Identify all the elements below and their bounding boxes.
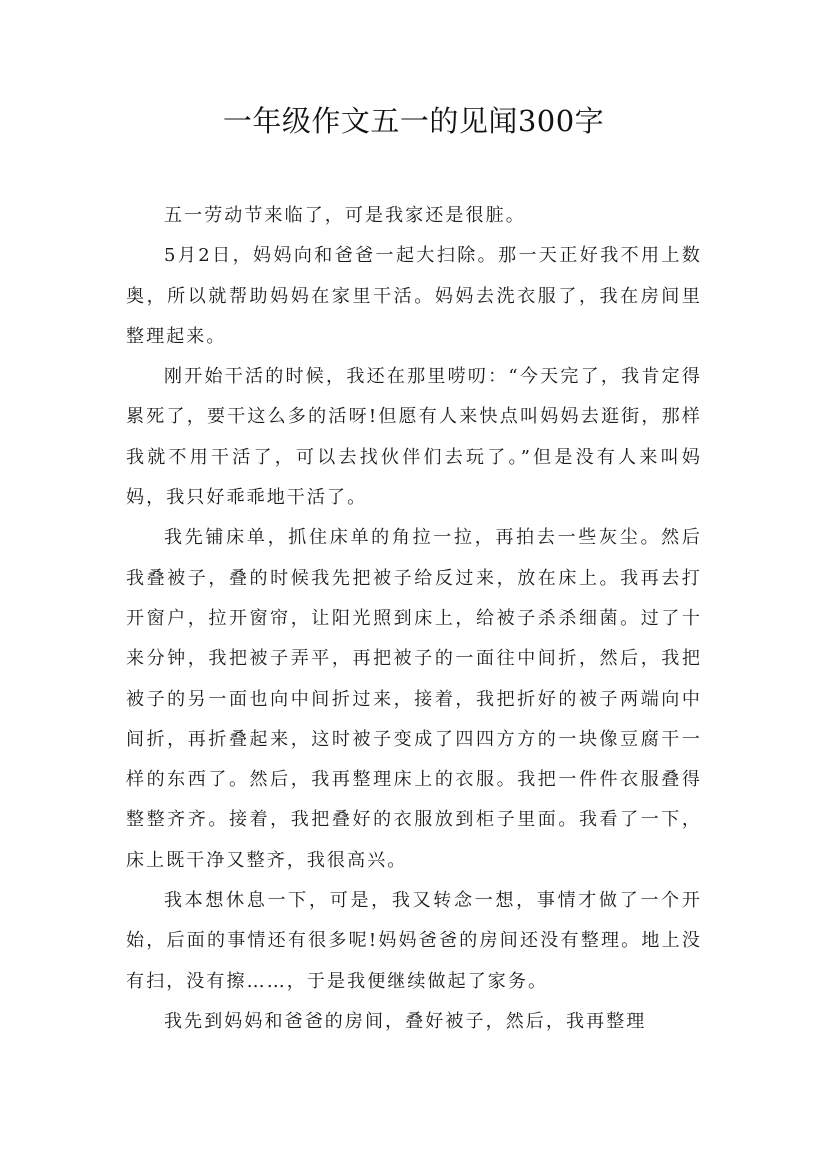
paragraph: 五一劳动节来临了，可是我家还是很脏。 [164, 205, 526, 226]
paragraph: 刚开始干活的时候，我还在那里唠叨：“今天完了，我肯定得累死了，要干这么多的活呀!但愿有人来快点叫妈妈去逛街，那样我就不用干活了，可以去找伙伴们去玩了。”但是没有人来叫妈妈，我只好乖乖地干活了。 [126, 366, 702, 509]
document-body [126, 196, 702, 1042]
paragraph: 我先铺床单，抓住床单的角拉一拉，再拍去一些灰尘。然后我叠被子，叠的时候我先把被子给反过来，放在床上。我再去打开窗户，拉开窗帘，让阳光照到床上，给被子杀杀细菌。过了十来分钟，我把被子弄平，再把被子的一面往中间折，然后，我把被子的另一面也向中间折过来，接着，我把折好的被子两端向中间折，再折叠起来，这时被子变成了四四方方的一块像豆腐干一样的东西了。然后，我再整理床上的衣服。我把一件件衣服叠得整整齐齐。接着，我把叠好的衣服放到柜子里面。我看了一下，床上既干净又整齐，我很高兴。 [126, 527, 702, 871]
paragraph: 5月2日，妈妈向和爸爸一起大扫除。那一天正好我不用上数奥，所以就帮助妈妈在家里干活。妈妈去洗衣服了，我在房间里整理起来。 [126, 245, 702, 347]
paragraph: 我本想休息一下，可是，我又转念一想，事情才做了一个开始，后面的事情还有很多呢!妈妈爸爸的房间还没有整理。地上没有扫，没有擦……，于是我便继续做起了家务。 [126, 890, 702, 992]
paragraph: 我先到妈妈和爸爸的房间，叠好被子，然后，我再整理 [164, 1010, 647, 1032]
document-title: 一年级作文五一的见闻300字 [222, 104, 605, 138]
